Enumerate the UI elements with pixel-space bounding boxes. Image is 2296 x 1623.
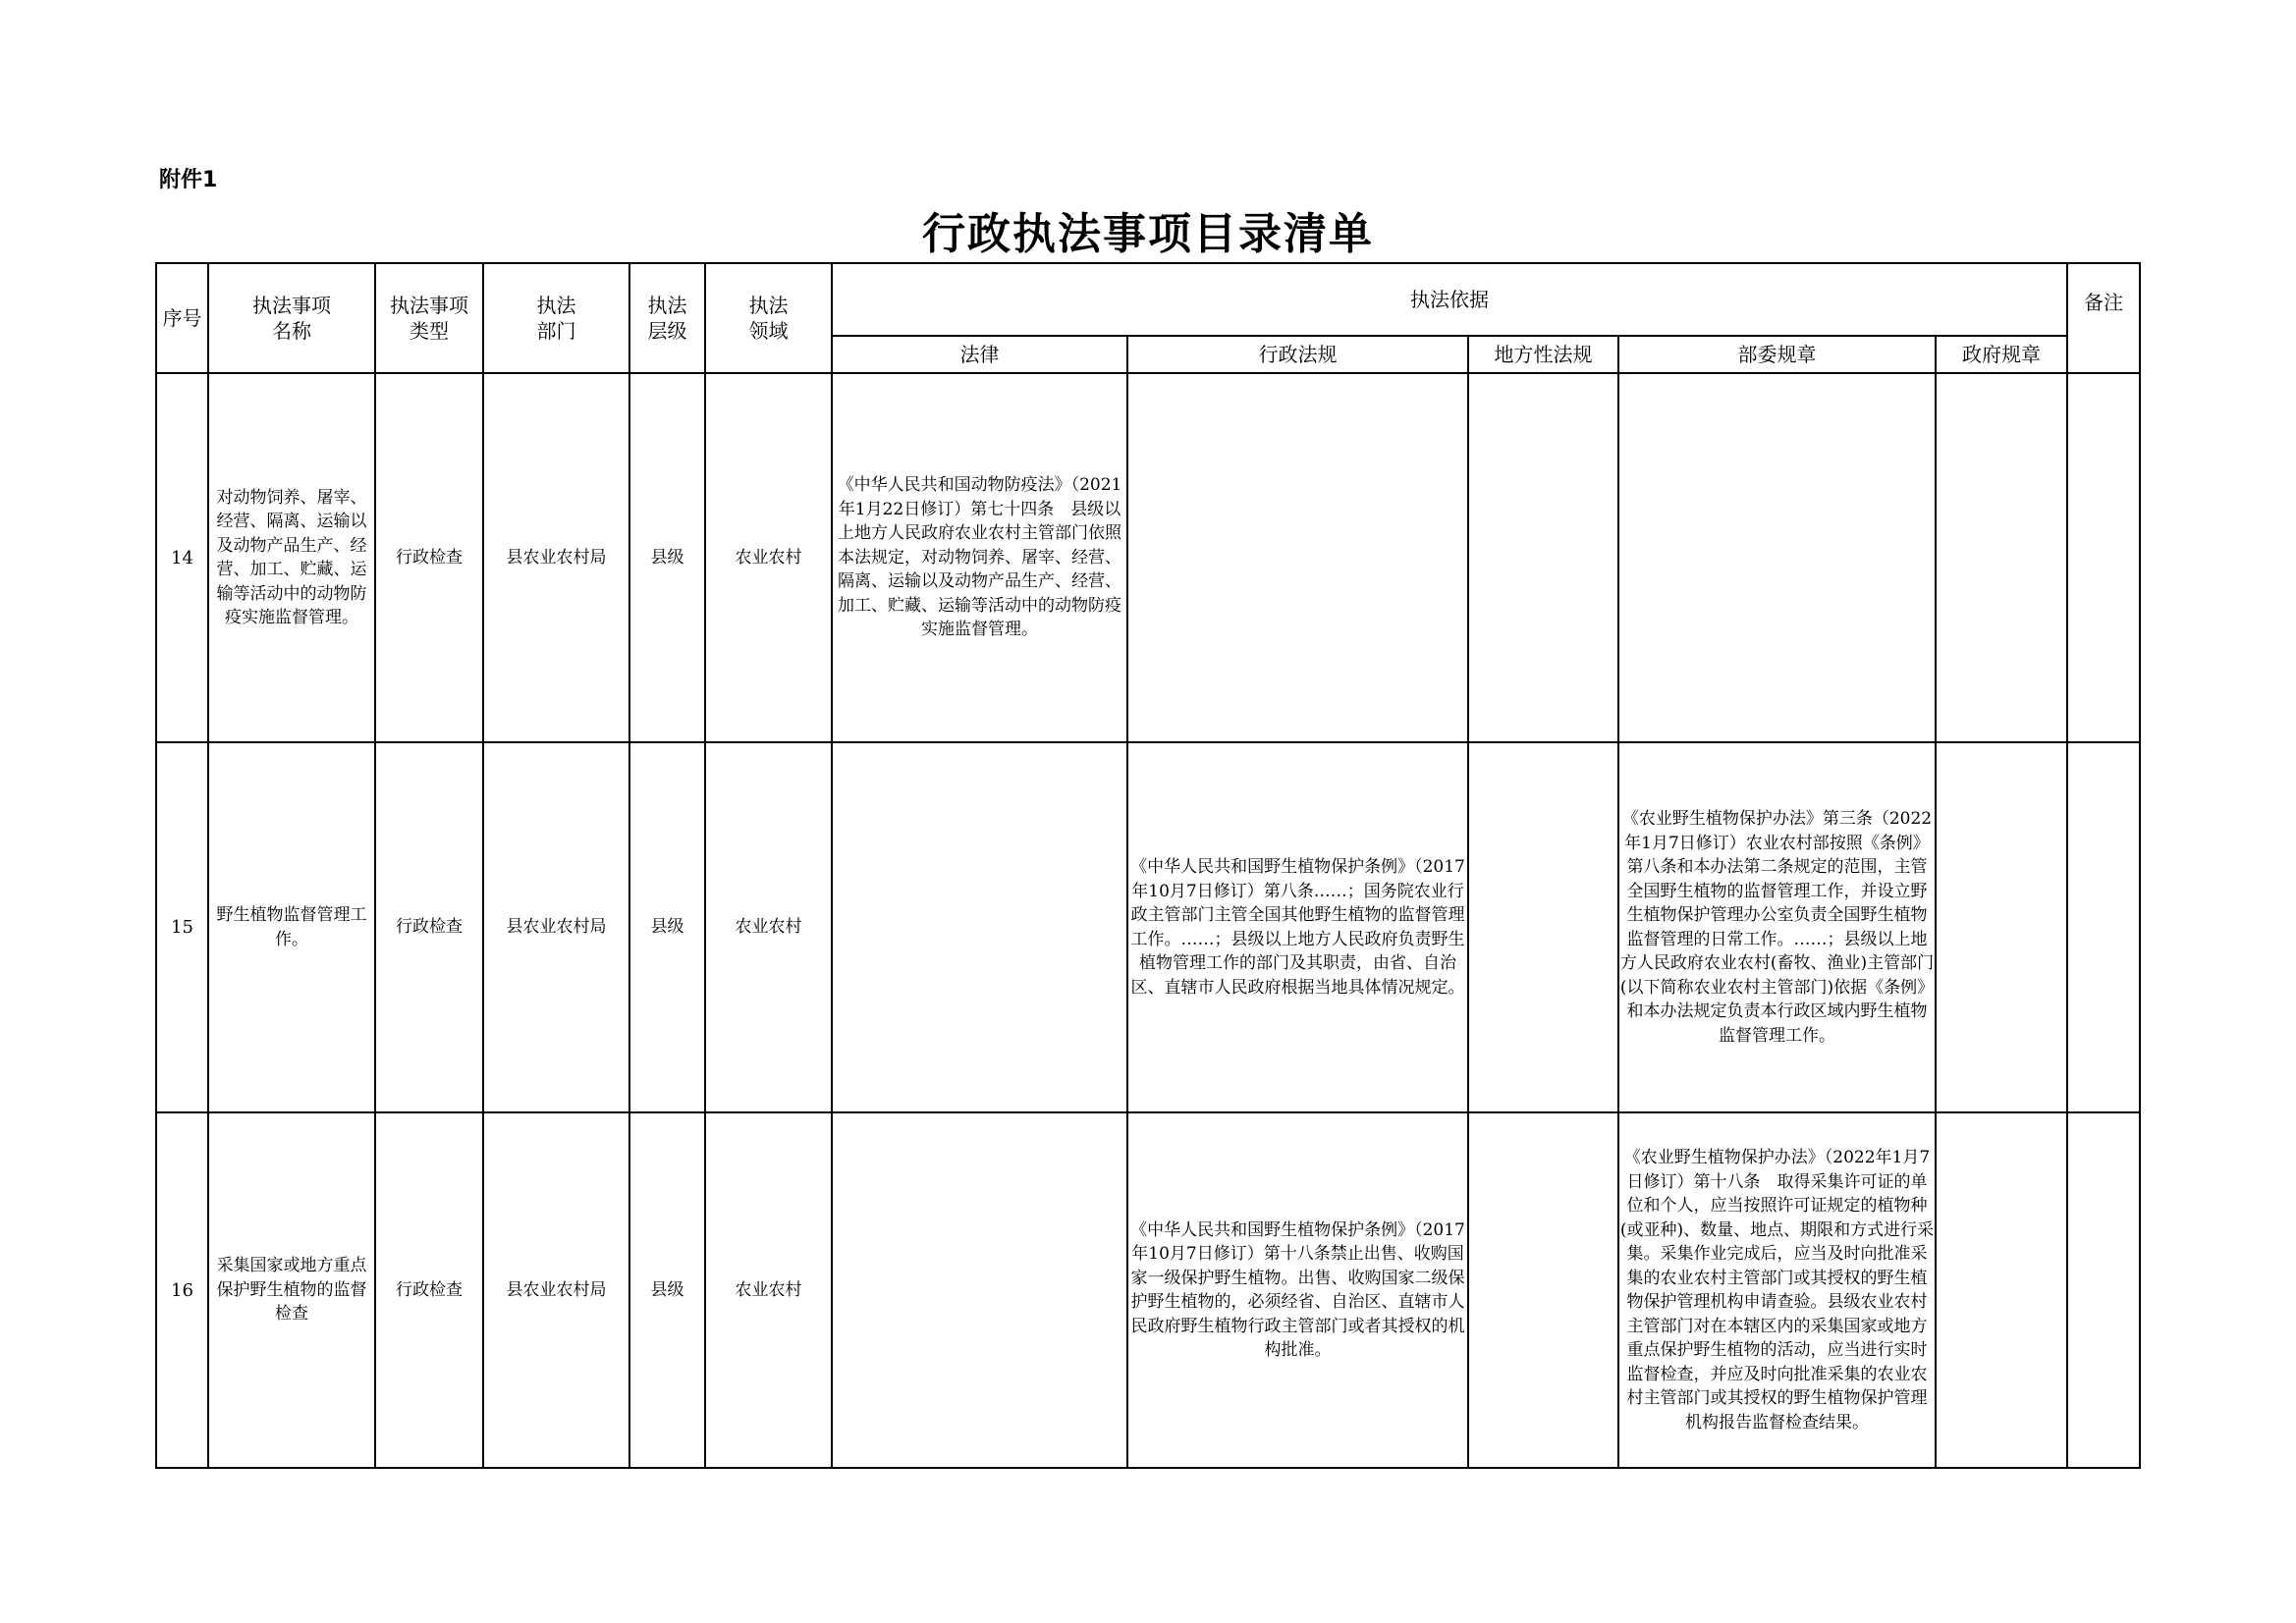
row-gov-rule: [1936, 742, 2067, 1112]
table-row: [156, 373, 2140, 742]
row-dept: 县农业农村局: [483, 373, 629, 742]
row-admin-reg: 《中华人民共和国野生植物保护条例》（2017年10月7日修订）第十八条禁止出售、收购国家一级保护野生植物。出售、收购国家二级保护野生植物的，必须经省、自治区、直辖市人民政府野生植物行政主管部门或者其授权的机构批准。: [1127, 1112, 1468, 1468]
header-ministry-rule: 部委规章: [1618, 336, 1936, 373]
row-local-reg: [1468, 373, 1618, 742]
row-type: 行政检查: [375, 373, 483, 742]
enforcement-table: [155, 262, 2141, 1469]
row-type: 行政检查: [375, 742, 483, 1112]
header-basis: 执法依据: [832, 263, 2067, 336]
table-row: [156, 1112, 2140, 1468]
row-law: 《中华人民共和国动物防疫法》（2021年1月22日修订）第七十四条 县级以上地方人民政府农业农村主管部门依照本法规定，对动物饲养、屠宰、经营、隔离、运输以及动物产品生产、经营、加工、贮藏、运输等活动中的动物防疫实施监督管理。: [832, 373, 1127, 742]
document-title: 行政执法事项目录清单: [922, 209, 1374, 259]
row-law: [832, 742, 1127, 1112]
attachment-label: 附件1: [159, 168, 218, 192]
header-type: 执法事项 类型: [375, 263, 483, 373]
header-name: 执法事项 名称: [208, 263, 375, 373]
row-ministry-rule: [1618, 373, 1936, 742]
row-admin-reg: [1127, 373, 1468, 742]
header-admin-reg: 行政法规: [1127, 336, 1468, 373]
header-level: 执法 层级: [629, 263, 705, 373]
row-local-reg: [1468, 742, 1618, 1112]
header-local-reg: 地方性法规: [1468, 336, 1618, 373]
row-dept: 县农业农村局: [483, 742, 629, 1112]
header-remark: 备注: [2067, 263, 2140, 373]
row-seq: 15: [156, 742, 208, 1112]
row-level: 县级: [629, 1112, 705, 1468]
row-ministry-rule: 《农业野生植物保护办法》（2022年1月7日修订）第十八条 取得采集许可证的单位和个人，应当按照许可证规定的植物种(或亚种)、数量、地点、期限和方式进行采集。采集作业完成后，应当及时向批准采集的农业农村主管部门或其授权的野生植物保护管理机构申请查验。县级农业农村主管部门对在本辖区内的采集国家或地方重点保护野生植物的活动，应当进行实时监督检查，并应及时向批准采集的农业农村主管部门或其授权的野生植物保护管理机构报告监督检查结果。: [1618, 1112, 1936, 1468]
row-gov-rule: [1936, 1112, 2067, 1468]
header-seq: 序号: [156, 263, 208, 373]
row-field: 农业农村: [705, 373, 832, 742]
row-remark: [2067, 373, 2140, 742]
row-name: 采集国家或地方重点保护野生植物的监督检查: [208, 1112, 375, 1468]
row-local-reg: [1468, 1112, 1618, 1468]
row-admin-reg: 《中华人民共和国野生植物保护条例》（2017年10月7日修订）第八条……；国务院农业行政主管部门主管全国其他野生植物的监督管理工作。……；县级以上地方人民政府负责野生植物管理工作的部门及其职责，由省、自治区、直辖市人民政府根据当地具体情况规定。: [1127, 742, 1468, 1112]
row-type: 行政检查: [375, 1112, 483, 1468]
row-remark: [2067, 742, 2140, 1112]
row-level: 县级: [629, 373, 705, 742]
row-name: 野生植物监督管理工作。: [208, 742, 375, 1112]
row-field: 农业农村: [705, 1112, 832, 1468]
header-row: [156, 263, 2140, 336]
header-field: 执法 领域: [705, 263, 832, 373]
row-remark: [2067, 1112, 2140, 1468]
row-law: [832, 1112, 1127, 1468]
row-ministry-rule: 《农业野生植物保护办法》第三条（2022年1月7日修订）农业农村部按照《条例》第八条和本办法第二条规定的范围，主管全国野生植物的监督管理工作，并设立野生植物保护管理办公室负责全国野生植物监督管理的日常工作。……；县级以上地方人民政府农业农村(畜牧、渔业)主管部门(以下简称农业农村主管部门)依据《条例》和本办法规定负责本行政区域内野生植物监督管理工作。: [1618, 742, 1936, 1112]
row-seq: 14: [156, 373, 208, 742]
row-seq: 16: [156, 1112, 208, 1468]
row-dept: 县农业农村局: [483, 1112, 629, 1468]
row-field: 农业农村: [705, 742, 832, 1112]
row-gov-rule: [1936, 373, 2067, 742]
header-dept: 执法 部门: [483, 263, 629, 373]
row-level: 县级: [629, 742, 705, 1112]
table-row: [156, 742, 2140, 1112]
row-name: 对动物饲养、屠宰、经营、隔离、运输以及动物产品生产、经营、加工、贮藏、运输等活动中的动物防疫实施监督管理。: [208, 373, 375, 742]
header-law: 法律: [832, 336, 1127, 373]
header-gov-rule: 政府规章: [1936, 336, 2067, 373]
